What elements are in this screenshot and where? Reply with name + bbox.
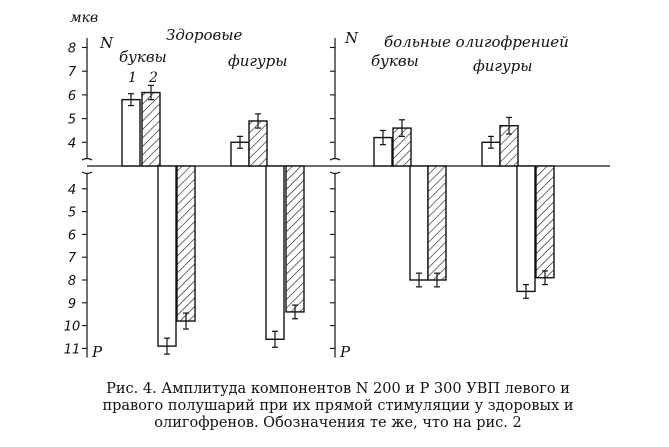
component-p-label-right: P: [340, 343, 351, 361]
bar-g1-s1-N-series2: [142, 93, 160, 166]
y-tick-label: 4: [67, 182, 77, 198]
component-n-label-right: N: [345, 29, 359, 47]
bars-layer: [122, 85, 554, 354]
group-title-patients: больные олигофренией: [384, 33, 569, 51]
axis-break-mark: [330, 172, 340, 174]
caption-line-2: правого полушарий при их прямой стимуляции у здоровых и: [102, 398, 574, 414]
y-tick-label: 6: [67, 228, 77, 244]
y-tick-label: 6: [67, 88, 77, 104]
bar-g1-s2-P-series1: [266, 166, 284, 339]
bar-g2-s2-P-series2: [536, 166, 554, 278]
subgroup-label-patients-letters: буквы: [371, 52, 419, 70]
bar-g2-s1-P-series2: [428, 166, 446, 280]
y-tick-label: 8: [67, 41, 77, 57]
figure-caption: [38, 381, 638, 432]
subgroup-label-healthy-figures: фигуры: [228, 52, 288, 70]
bar-g2-s2-P-series1: [517, 166, 535, 291]
y-tick-label: 7: [67, 251, 77, 267]
y-tick-label: 5: [67, 112, 77, 128]
y-unit-label: мкв: [70, 10, 99, 26]
bar-g2-s1-P-series1: [410, 166, 428, 280]
axis-break-mark: [82, 172, 92, 174]
bar-g1-s1-P-series1: [158, 166, 176, 346]
caption-line-3: олигофренов. Обозначения те же, что на рис. 2: [154, 415, 522, 431]
caption-line-1: Рис. 4. Амплитуда компонентов N 200 и P 300 УВП левого и: [106, 381, 570, 397]
y-tick-label: 8: [67, 274, 77, 289]
bar-g1-s1-P-series2: [177, 166, 195, 321]
y-tick-label: 5: [67, 205, 77, 221]
group-title-healthy: Здоровые: [166, 26, 243, 44]
series-marker-1: 1: [128, 70, 137, 86]
labels-layer: [67, 10, 569, 361]
y-tick-label: 11: [63, 342, 81, 358]
axis-break-mark: [330, 159, 340, 161]
subgroup-label-healthy-letters: буквы: [119, 48, 167, 66]
bar-g1-s1-N-series1: [122, 100, 140, 166]
component-n-label-left: N: [100, 34, 114, 52]
series-marker-2: 2: [149, 70, 158, 86]
y-tick-label: 9: [67, 296, 77, 312]
y-tick-label: 10: [63, 319, 81, 335]
bar-g1-s2-P-series2: [286, 166, 304, 312]
axis-break-mark: [82, 159, 92, 161]
y-tick-label: 7: [67, 65, 77, 81]
subgroup-label-patients-figures: фигуры: [473, 57, 533, 75]
component-p-label-left: P: [92, 343, 103, 361]
y-tick-label: 4: [67, 136, 77, 152]
